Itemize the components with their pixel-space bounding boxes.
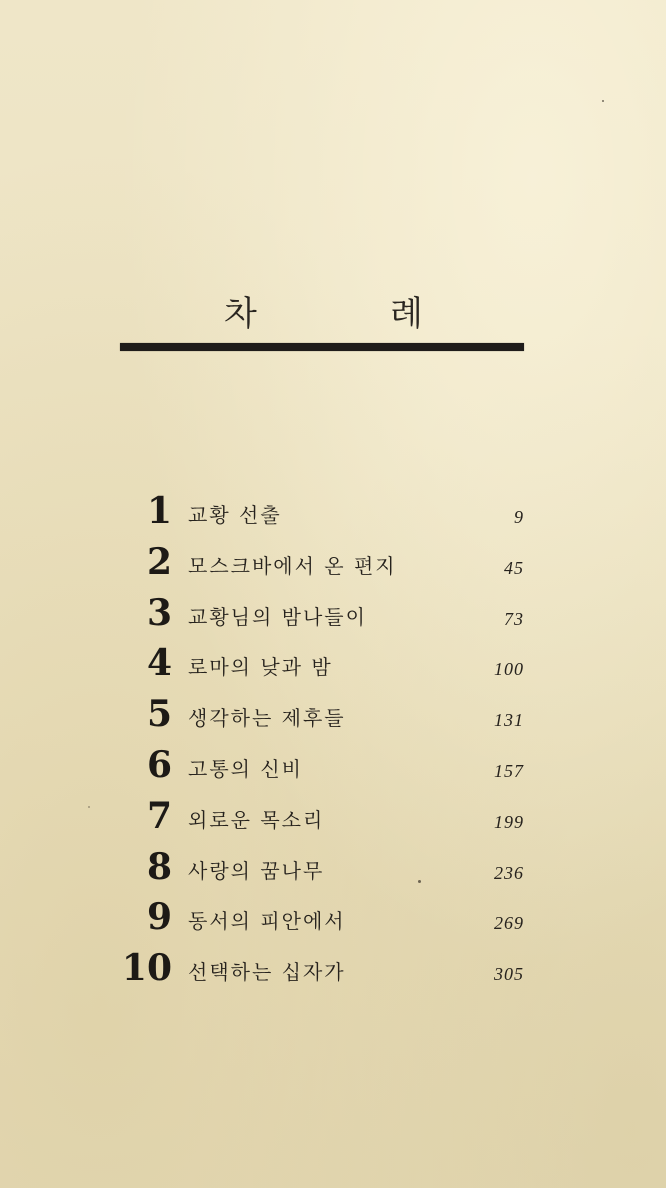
chapter-title: 외로운 목소리 <box>188 807 325 832</box>
chapter-number: 10 <box>121 947 172 990</box>
page-number: 199 <box>494 811 524 832</box>
chapter-number: 3 <box>146 591 172 634</box>
page-number: 269 <box>494 913 524 934</box>
chapter-number: 9 <box>146 896 172 939</box>
toc-entry <box>100 744 540 795</box>
contents-heading <box>120 286 524 336</box>
toc-entry <box>100 541 540 592</box>
chapter-number: 1 <box>146 490 172 532</box>
chapter-title: 동서의 피안에서 <box>188 909 346 934</box>
page-number: 236 <box>494 862 524 883</box>
chapter-title: 사랑의 꿈나무 <box>188 858 325 883</box>
chapter-number: 6 <box>146 743 172 786</box>
heading-char-1: 차 <box>224 294 257 334</box>
toc-entry <box>100 846 540 897</box>
toc-entry <box>100 693 540 744</box>
toc-entry <box>100 490 540 541</box>
heading-char-2: 례 <box>390 294 423 334</box>
toc-entry <box>100 592 540 643</box>
toc-entry <box>100 896 540 947</box>
chapter-number: 4 <box>146 642 172 685</box>
page-number: 45 <box>504 557 524 578</box>
page-number: 73 <box>504 608 524 629</box>
chapter-title: 고통의 신비 <box>188 756 303 781</box>
page-number: 131 <box>494 710 524 731</box>
chapter-number: 7 <box>146 794 172 837</box>
chapter-title: 모스크바에서 온 편지 <box>188 553 397 578</box>
chapter-title: 선택하는 십자가 <box>188 960 346 985</box>
chapter-title: 생각하는 제후들 <box>188 706 346 731</box>
paper-speck <box>602 100 604 102</box>
chapter-title: 교황님의 밤나들이 <box>188 604 367 629</box>
heading-rule <box>120 343 524 351</box>
page-number: 305 <box>494 964 524 985</box>
chapter-number: 8 <box>146 845 172 888</box>
chapter-title: 로마의 낮과 밤 <box>188 655 333 680</box>
paper-speck <box>88 806 90 808</box>
toc-entry <box>100 947 540 998</box>
chapter-title: 교황 선출 <box>188 503 282 527</box>
chapter-number: 2 <box>146 540 172 583</box>
table-of-contents <box>100 490 540 998</box>
toc-entry <box>100 642 540 693</box>
page-number: 157 <box>494 760 524 781</box>
page-number: 9 <box>514 507 524 527</box>
chapter-number: 5 <box>146 693 172 736</box>
paper-speck <box>418 880 421 883</box>
toc-entry <box>100 795 540 846</box>
page-number: 100 <box>494 659 524 680</box>
